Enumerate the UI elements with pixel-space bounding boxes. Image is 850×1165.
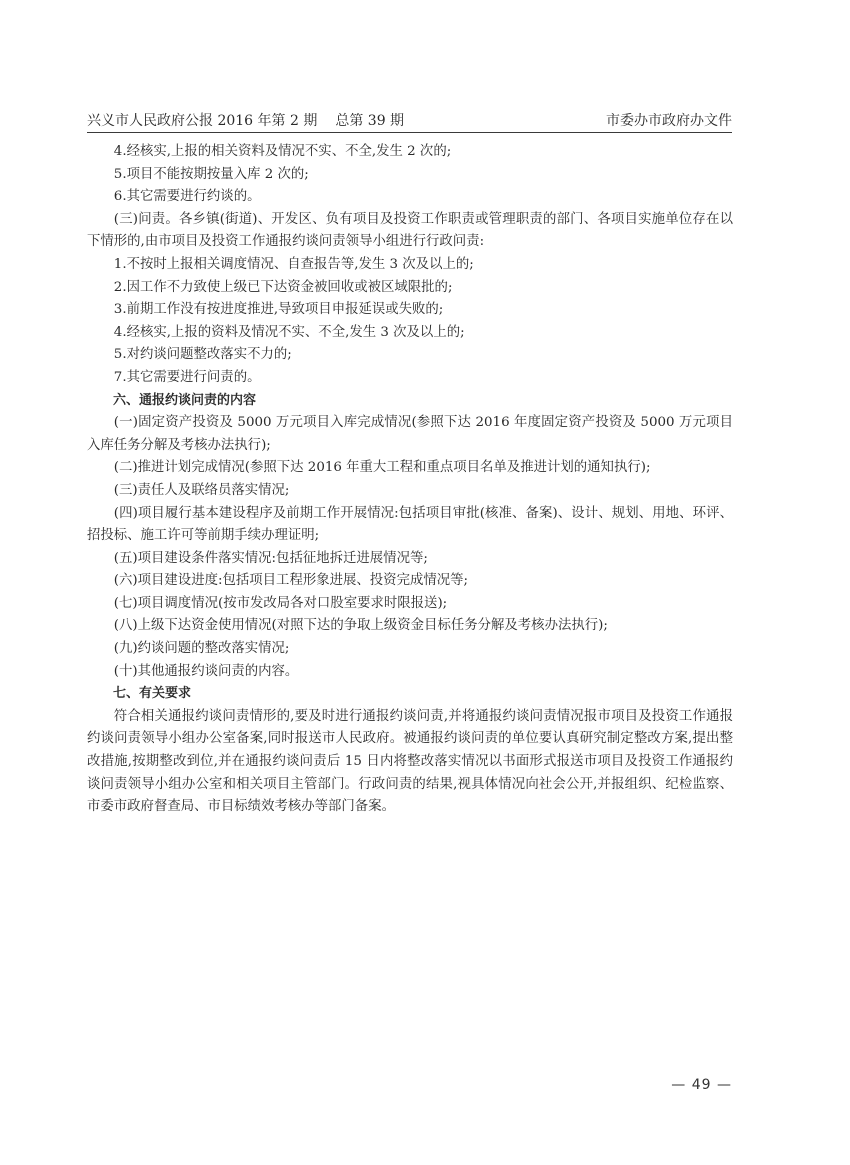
- body-paragraph: 4.经核实,上报的相关资料及情况不实、不全,发生 2 次的;: [113, 144, 452, 159]
- body-paragraph: (一)固定资产投资及 5000 万元项目入库完成情况(参照下达 2016 年度固定资产投资及 5000 万元项目入库任务分解及考核办法执行);: [87, 415, 733, 453]
- body-paragraph: 6.其它需要进行约谈的。: [113, 189, 261, 205]
- issue-total: 总第 39 期: [335, 113, 405, 129]
- body-paragraph: (三)责任人及联络员落实情况;: [113, 482, 290, 498]
- running-header: [87, 104, 732, 133]
- body-paragraph: (三)问责。各乡镇(街道)、开发区、负有项目及投资工作职责或管理职责的部门、各项目实施单位存在以下情形的,由市项目及投资工作通报约谈问责领导小组进行行政问责:: [87, 211, 733, 250]
- body-paragraph: (九)约谈问题的整改落实情况;: [113, 641, 290, 657]
- header-left: [87, 110, 404, 130]
- body-paragraph: (二)推进计划完成情况(参照下达 2016 年重大工程和重点项目名单及推进计划的通知执行);: [113, 460, 651, 476]
- body-paragraph: 3.前期工作没有按进度推进,导致项目申报延误或失败的;: [113, 302, 444, 318]
- body-paragraph: 7.其它需要进行问责的。: [113, 369, 261, 385]
- document-body: [87, 141, 733, 819]
- body-paragraph: 符合相关通报约谈问责情形的,要及时进行通报约谈问责,并将通报约谈问责情况报市项目及投资工作通报约谈问责领导小组办公室备案,同时报送市人民政府。被通报约谈问责的单位要认真研究制定整改方案,提出整改措施,按期整改到位,并在通报约谈问责后 15 日内将整改落实情况以书面形式报送市项目及投资工作通报约谈问责领导小组办公室和相关项目主管部门。行政问责的结果,视具体情况向社会公开,并报组织、纪检监察、市委市政府督查局、市目标绩效考核办等部门备案。: [87, 708, 733, 815]
- section-title: 市委办市政府办文件: [606, 113, 732, 129]
- body-paragraph: 2.因工作不力致使上级已下达资金被回收或被区域限批的;: [113, 279, 453, 295]
- section-heading: 七、有关要求: [113, 686, 192, 702]
- body-paragraph: (五)项目建设条件落实情况:包括征地拆迁进展情况等;: [113, 550, 428, 566]
- body-paragraph: (六)项目建设进度:包括项目工程形象进展、投资完成情况等;: [113, 573, 469, 589]
- body-paragraph: 1.不按时上报相关调度情况、自查报告等,发生 3 次及以上的;: [113, 256, 474, 272]
- body-paragraph: 5.项目不能按期按量入库 2 次的;: [113, 166, 309, 182]
- body-paragraph: (八)上级下达资金使用情况(对照下达的争取上级资金目标任务分解及考核办法执行);: [113, 618, 608, 634]
- body-paragraph: 5.对约谈问题整改落实不力的;: [113, 347, 292, 363]
- body-paragraph: 4.经核实,上报的资料及情况不实、不全,发生 3 次及以上的;: [113, 324, 465, 340]
- publication-title: 兴义市人民政府公报 2016 年第 2 期: [87, 113, 318, 129]
- body-paragraph: (十)其他通报约谈问责的内容。: [113, 663, 299, 679]
- page-number: — 49 —: [671, 1077, 732, 1093]
- body-paragraph: (四)项目履行基本建设程序及前期工作开展情况:包括项目审批(核准、备案)、设计、规划、用地、环评、招投标、施工许可等前期手续办理证明;: [87, 505, 733, 544]
- section-heading: 六、通报约谈问责的内容: [113, 392, 257, 408]
- body-paragraph: (七)项目调度情况(按市发改局各对口股室要求时限报送);: [113, 595, 448, 611]
